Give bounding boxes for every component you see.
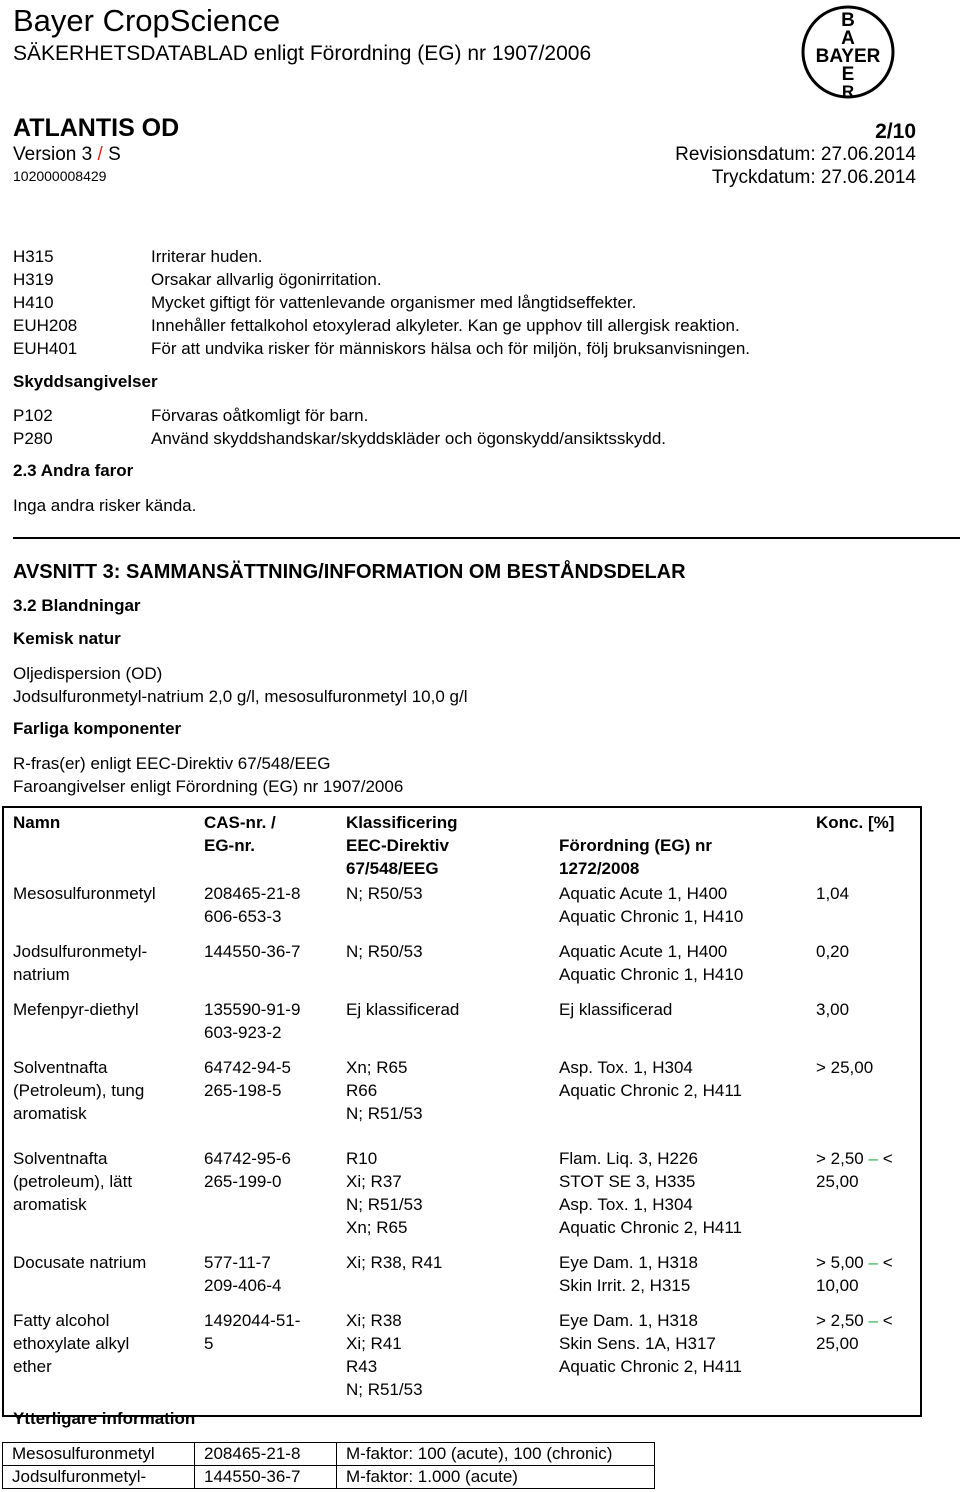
cell-cas <box>195 938 337 996</box>
p-text: Förvaras oåtkomligt för barn. <box>151 406 369 425</box>
cell-cas <box>195 1054 337 1145</box>
eec-line: N; R51/53 <box>346 1195 423 1214</box>
eec-line: N; R51/53 <box>346 1380 423 1399</box>
conc-lt: < <box>882 1311 893 1330</box>
cell-name <box>3 880 195 938</box>
conc-dash: – <box>868 1149 878 1168</box>
version-separator: / <box>97 144 103 165</box>
conc-line: 0,20 <box>816 942 850 961</box>
other-hazards-text: Inga andra risker kända. <box>13 496 197 515</box>
name-line: Mefenpyr-diethyl <box>13 1000 139 1019</box>
cas-line: 64742-94-5 <box>204 1058 291 1077</box>
product-name: ATLANTIS OD <box>13 114 180 142</box>
eec-line: Ej klassificerad <box>346 1000 460 1019</box>
reg-line: Aquatic Acute 1, H400 <box>559 884 728 903</box>
eec-line: Xi; R38 <box>346 1311 402 1330</box>
conc-line <box>816 1147 920 1170</box>
section3-title: AVSNITT 3: SAMMANSÄTTNING/INFORMATION OM BESTÅNDSDELAR <box>13 561 686 583</box>
logo-letter-a: A <box>841 28 855 49</box>
table-row <box>3 880 921 938</box>
cell-name <box>3 938 195 996</box>
document-type: SÄKERHETSDATABLAD enligt Förordning (EG) nr 1907/2006 <box>13 42 592 65</box>
table-header-row <box>3 807 921 834</box>
eec-line: N; R51/53 <box>346 1104 423 1123</box>
conc-line: 1,04 <box>816 884 850 903</box>
conc-upper: 25,00 <box>816 1334 859 1353</box>
reg-line: Aquatic Chronic 1, H410 <box>559 907 744 926</box>
cas-line: 603-923-2 <box>204 1023 282 1042</box>
conc-line <box>816 1309 920 1332</box>
h-code: H315 <box>13 247 54 266</box>
cas-line: 606-653-3 <box>204 907 282 926</box>
chemical-nature-heading: Kemisk natur <box>13 629 121 648</box>
header-regulation-line1: Förordning (EG) nr <box>559 836 712 855</box>
name-line: (Petroleum), tung <box>13 1081 145 1100</box>
hazardous-components-line: Faroangivelser enligt Förordning (EG) nr 1907/2006 <box>13 777 404 796</box>
version-info <box>13 143 121 167</box>
reg-line: Asp. Tox. 1, H304 <box>559 1058 693 1077</box>
other-hazards-heading: 2.3 Andra faror <box>13 461 134 480</box>
eec-line: Xi; R41 <box>346 1334 402 1353</box>
name-line: natrium <box>13 965 70 984</box>
name-line: (petroleum), lätt <box>13 1172 133 1191</box>
cell-eec <box>337 996 550 1054</box>
logo-letter-e: E <box>841 64 855 85</box>
company-name: Bayer CropScience <box>13 3 281 38</box>
table-row <box>3 996 921 1054</box>
reg-line: Eye Dam. 1, H318 <box>559 1253 698 1272</box>
name-line: ethoxylate alkyl <box>13 1334 130 1353</box>
cell-regulation <box>550 1145 807 1249</box>
reg-line: Skin Sens. 1A, H317 <box>559 1334 716 1353</box>
h-text: Irriterar huden. <box>151 247 263 266</box>
name-line: aromatisk <box>13 1195 87 1214</box>
cell-regulation <box>550 1054 807 1145</box>
document-number: 102000008429 <box>13 168 107 184</box>
p-text: Använd skyddshandskar/skyddskläder och ögonskydd/ansiktsskydd. <box>151 429 667 448</box>
cell-regulation <box>550 1307 807 1416</box>
name-line: Fatty alcohol <box>13 1311 110 1330</box>
conc-upper: 10,00 <box>816 1276 859 1295</box>
name-line: Jodsulfuronmetyl- <box>13 942 148 961</box>
table-row <box>3 938 921 996</box>
cell-concentration <box>807 1307 921 1416</box>
version-label: Version <box>13 144 77 165</box>
header-regulation <box>550 834 807 880</box>
precautionary-heading: Skyddsangivelser <box>13 372 158 391</box>
conc-line: 3,00 <box>816 1000 850 1019</box>
chemical-nature-line: Oljedispersion (OD) <box>13 664 163 683</box>
cell-cas <box>195 1145 337 1249</box>
cell-cas <box>195 1307 337 1416</box>
reg-line: Aquatic Acute 1, H400 <box>559 942 728 961</box>
eec-line: R10 <box>346 1149 378 1168</box>
reg-line: Aquatic Chronic 2, H411 <box>559 1218 743 1237</box>
additional-info-heading: Ytterligare information <box>13 1409 196 1428</box>
name-line: aromatisk <box>13 1104 87 1123</box>
additional-cas: 144550-36-7 <box>195 1466 337 1489</box>
additional-info: M-faktor: 100 (acute), 100 (chronic) <box>337 1443 655 1466</box>
additional-cas: 208465-21-8 <box>195 1443 337 1466</box>
cell-eec <box>337 1145 550 1249</box>
eec-line: N; R50/53 <box>346 942 423 961</box>
table-row <box>3 1443 655 1466</box>
table-row <box>3 1249 921 1307</box>
conc-dash: – <box>868 1253 878 1272</box>
h-text: Mycket giftigt för vattenlevande organismer med långtidseffekter. <box>151 293 637 312</box>
print-date: Tryckdatum: 27.06.2014 <box>711 167 916 188</box>
page-number: 2/10 <box>875 120 916 143</box>
section3-subheading: 3.2 Blandningar <box>13 596 141 615</box>
conc-lt: < <box>882 1149 893 1168</box>
cell-regulation <box>550 996 807 1054</box>
eec-line: N; R50/53 <box>346 884 423 903</box>
header-cas-line1: CAS-nr. / <box>204 813 276 832</box>
section-divider <box>13 537 960 539</box>
conc-line: > 25,00 <box>816 1058 874 1077</box>
conc-lower: > 2,50 <box>816 1311 864 1330</box>
header-eec-line2: 67/548/EEG <box>346 859 439 878</box>
conc-lt: < <box>882 1253 893 1272</box>
h-text: För att undvika risker för människors hälsa och för miljön, följ bruksanvisningen. <box>151 339 751 358</box>
cell-regulation <box>550 1249 807 1307</box>
cas-line: 64742-95-6 <box>204 1149 291 1168</box>
additional-info: M-faktor: 1.000 (acute) <box>337 1466 655 1489</box>
cell-concentration <box>807 1054 921 1145</box>
version-number: 3 <box>81 144 93 165</box>
header-eec <box>337 834 550 880</box>
cell-cas <box>195 880 337 938</box>
hazardous-components-line: R-fras(er) enligt EEC-Direktiv 67/548/EEG <box>13 754 331 773</box>
reg-line: Skin Irrit. 2, H315 <box>559 1276 691 1295</box>
cell-eec <box>337 1054 550 1145</box>
header-concentration: Konc. [%] <box>816 813 895 832</box>
reg-line: Flam. Liq. 3, H226 <box>559 1149 698 1168</box>
conc-upper: 25,00 <box>816 1172 859 1191</box>
cas-line: 135590-91-9 <box>204 1000 301 1019</box>
reg-line: Aquatic Chronic 1, H410 <box>559 965 744 984</box>
reg-line: STOT SE 3, H335 <box>559 1172 696 1191</box>
cas-line: 144550-36-7 <box>204 942 301 961</box>
cas-line: 1492044-51- <box>204 1311 301 1330</box>
eec-line: R43 <box>346 1357 378 1376</box>
eec-line: Xi; R38, R41 <box>346 1253 443 1272</box>
name-line: Docusate natrium <box>13 1253 147 1272</box>
p-code: P102 <box>13 406 53 425</box>
components-table <box>2 806 922 1417</box>
reg-line: Asp. Tox. 1, H304 <box>559 1195 693 1214</box>
h-code: H410 <box>13 293 54 312</box>
header-cas-line2: EG-nr. <box>204 836 256 855</box>
cas-line: 208465-21-8 <box>204 884 301 903</box>
logo-word: BAYER <box>815 46 881 67</box>
header-eec-line1: EEC-Direktiv <box>346 836 449 855</box>
conc-line <box>816 1251 920 1274</box>
header-classification: Klassificering <box>346 813 458 832</box>
conc-dash: – <box>868 1311 878 1330</box>
cell-eec <box>337 1249 550 1307</box>
p-code: P280 <box>13 429 53 448</box>
header-regulation-line2: 1272/2008 <box>559 859 640 878</box>
cell-concentration <box>807 880 921 938</box>
cell-eec <box>337 938 550 996</box>
cell-eec <box>337 880 550 938</box>
cell-cas <box>195 1249 337 1307</box>
additional-info-table <box>2 1442 655 1489</box>
reg-line: Aquatic Chronic 2, H411 <box>559 1081 743 1100</box>
hazardous-components-heading: Farliga komponenter <box>13 719 182 738</box>
h-code: EUH401 <box>13 339 78 358</box>
cell-eec <box>337 1307 550 1416</box>
cas-line: 209-406-4 <box>204 1276 282 1295</box>
h-text: Innehåller fettalkohol etoxylerad alkyleter. Kan ge upphov till allergisk reaktion. <box>151 316 740 335</box>
additional-name: Mesosulfuronmetyl <box>3 1443 195 1466</box>
table-row <box>3 1054 921 1145</box>
conc-lower: > 2,50 <box>816 1149 864 1168</box>
cell-name <box>3 996 195 1054</box>
h-code: EUH208 <box>13 316 78 335</box>
cell-regulation <box>550 880 807 938</box>
additional-name: Jodsulfuronmetyl- <box>3 1466 195 1489</box>
cas-line: 577-11-7 <box>204 1253 271 1272</box>
version-language: S <box>108 144 121 165</box>
cell-concentration <box>807 1145 921 1249</box>
cell-cas <box>195 996 337 1054</box>
cell-concentration <box>807 1249 921 1307</box>
cell-name <box>3 1054 195 1145</box>
revision-date: Revisionsdatum: 27.06.2014 <box>675 144 916 165</box>
reg-line: Eye Dam. 1, H318 <box>559 1311 698 1330</box>
cas-line: 265-198-5 <box>204 1081 282 1100</box>
header-cas <box>195 807 337 880</box>
h-code: H319 <box>13 270 54 289</box>
cell-name <box>3 1249 195 1307</box>
cas-line: 5 <box>204 1334 214 1353</box>
name-line: ether <box>13 1357 52 1376</box>
cas-line: 265-199-0 <box>204 1172 282 1191</box>
table-row <box>3 1307 921 1416</box>
chemical-nature-line: Jodsulfuronmetyl-natrium 2,0 g/l, mesosulfuronmetyl 10,0 g/l <box>13 687 468 706</box>
cell-name <box>3 1145 195 1249</box>
h-text: Orsakar allvarlig ögonirritation. <box>151 270 382 289</box>
cell-regulation <box>550 938 807 996</box>
logo-letter-b: B <box>841 10 855 31</box>
cell-name <box>3 1307 195 1416</box>
eec-line: Xi; R37 <box>346 1172 402 1191</box>
bayer-logo <box>800 4 896 100</box>
eec-line: R66 <box>346 1081 378 1100</box>
eec-line: Xn; R65 <box>346 1058 408 1077</box>
conc-lower: > 5,00 <box>816 1253 864 1272</box>
cell-concentration <box>807 938 921 996</box>
name-line: Mesosulfuronmetyl <box>13 884 156 903</box>
name-line: Solventnafta <box>13 1058 108 1077</box>
header-name: Namn <box>13 813 61 832</box>
table-row <box>3 1466 655 1489</box>
cell-concentration <box>807 996 921 1054</box>
eec-line: Xn; R65 <box>346 1218 408 1237</box>
logo-letter-r: R <box>841 82 855 100</box>
reg-line: Aquatic Chronic 2, H411 <box>559 1357 743 1376</box>
table-row <box>3 1145 921 1249</box>
reg-line: Ej klassificerad <box>559 1000 673 1019</box>
name-line: Solventnafta <box>13 1149 108 1168</box>
